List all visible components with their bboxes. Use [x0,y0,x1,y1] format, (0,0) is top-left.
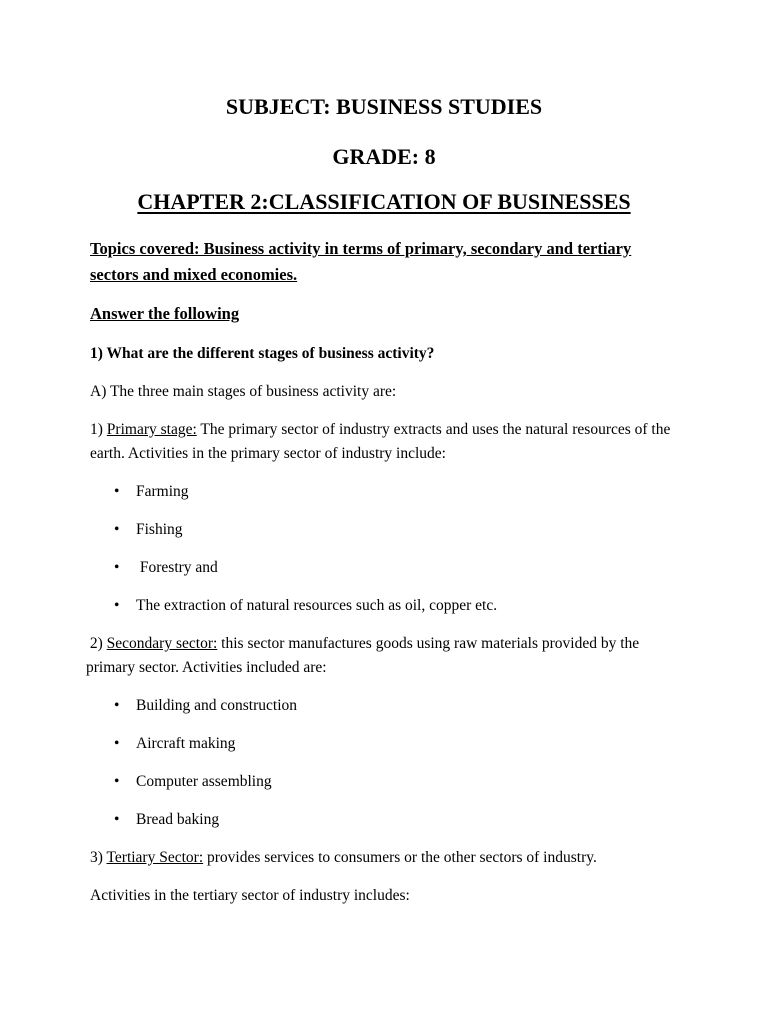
answer-intro: A) The three main stages of business activity are: [90,383,397,400]
bullet-icon: • [114,521,120,538]
list-item-text: Farming [136,483,189,500]
chapter-title: CHAPTER 2:CLASSIFICATION OF BUSINESSES [137,189,631,214]
primary-stage-text: The primary sector of industry extracts and uses the natural resources of the earth. Activities in the primary sector of industry include: [90,421,671,462]
bullet-icon: • [114,697,120,714]
list-item [90,518,678,542]
list-item [90,480,678,504]
list-item-text: Aircraft making [136,735,236,752]
tertiary-number: 3) [90,849,107,866]
primary-stage-label: Primary stage: [106,421,197,438]
answer-heading: Answer the following [90,304,240,323]
list-item-text: Building and construction [136,697,298,714]
subject-heading: SUBJECT: BUSINESS STUDIES [225,94,543,119]
bullet-icon: • [114,559,120,576]
secondary-number: 2) [86,635,107,652]
bullet-icon: • [114,811,120,828]
list-item [90,808,678,832]
primary-activities-list [90,480,678,618]
bullet-icon: • [114,773,120,790]
topics-covered: Topics covered: Business activity in terms of primary, secondary and tertiary sectors and mixed economies. [90,239,632,284]
tertiary-activities-intro: Activities in the tertiary sector of industry includes: [90,887,410,904]
bullet-icon: • [114,735,120,752]
list-item [90,732,678,756]
secondary-activities-list [90,694,678,832]
tertiary-sector-label: Tertiary Sector: [106,849,204,866]
list-item [90,594,678,618]
list-item-text: The extraction of natural resources such as oil, copper etc. [136,597,498,614]
question-1: 1) What are the different stages of business activity? [90,345,435,362]
list-item-text: Forestry and [136,559,218,576]
list-item-text: Bread baking [136,811,220,828]
document-body [86,236,678,908]
secondary-sector-text: this sector manufactures goods using raw materials provided by the primary sector. Activities included are: [86,635,640,676]
secondary-sector-label: Secondary sector: [106,635,218,652]
list-item-text: Computer assembling [136,773,272,790]
tertiary-sector-text: provides services to consumers or the other sectors of industry. [203,849,597,866]
list-item-text: Fishing [136,521,183,538]
list-item [90,770,678,794]
primary-number: 1) [90,421,107,438]
bullet-icon: • [114,483,120,500]
list-item [90,556,678,580]
primary-stage-paragraph [90,418,678,466]
bullet-icon: • [114,597,120,614]
secondary-sector-paragraph [86,632,678,680]
grade-heading: GRADE: 8 [332,144,436,169]
list-item [90,694,678,718]
tertiary-sector-paragraph [90,846,678,870]
